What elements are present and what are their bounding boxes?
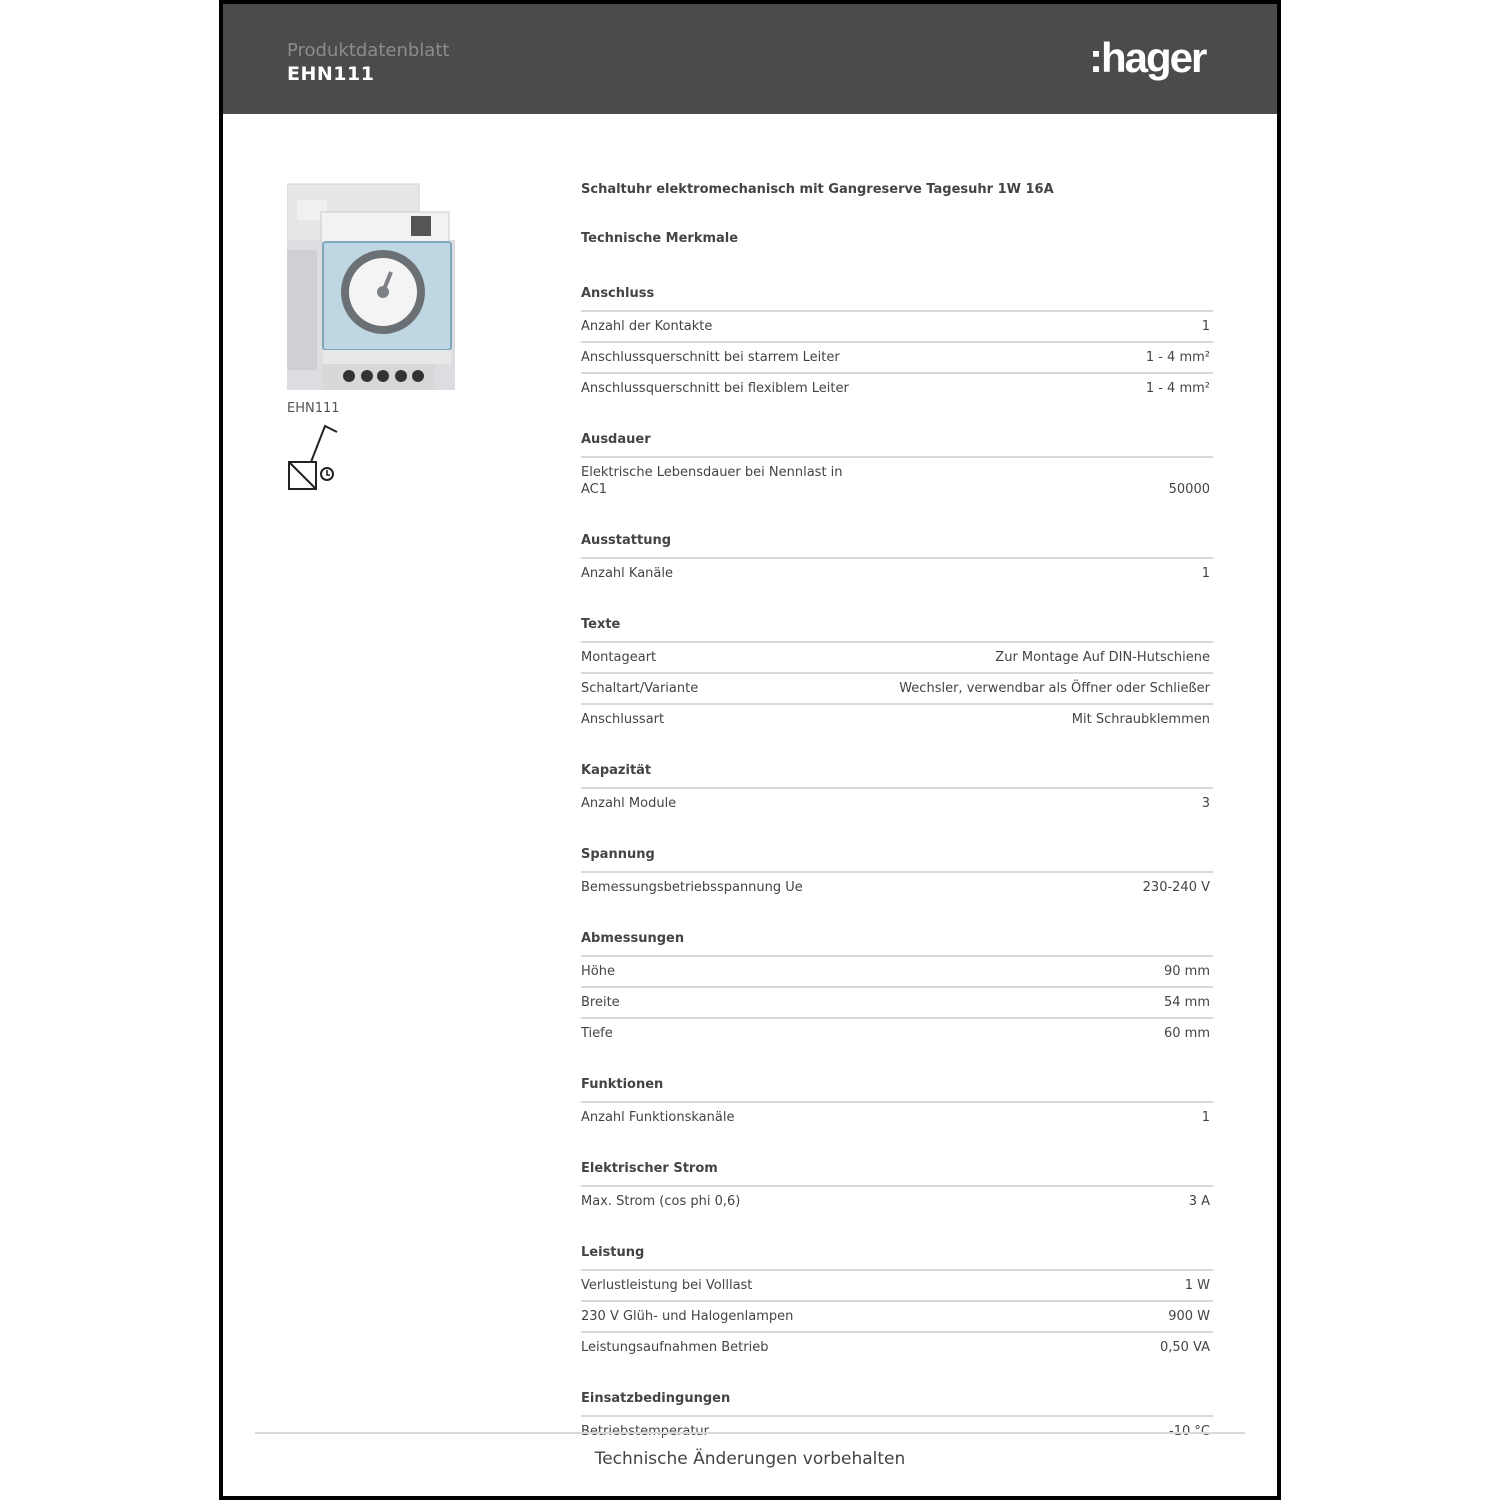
spec-row	[581, 458, 1213, 504]
section-spacer	[581, 734, 1213, 761]
spec-section	[581, 761, 1213, 818]
spec-row	[581, 789, 1213, 818]
spec-label: Höhe	[581, 964, 615, 979]
spec-label: Breite	[581, 995, 620, 1010]
spec-row	[581, 873, 1213, 902]
section-spacer	[581, 902, 1213, 929]
spec-value: Mit Schraubklemmen	[1071, 712, 1210, 727]
spec-row	[581, 988, 1213, 1019]
section-spacer	[581, 588, 1213, 615]
spec-label: Anschlussart	[581, 712, 665, 727]
spec-value: Zur Montage Auf DIN-Hutschiene	[995, 650, 1210, 665]
section-spacer	[581, 504, 1213, 531]
spec-row	[581, 1333, 1213, 1362]
spec-row	[581, 559, 1213, 588]
spec-value: 90 mm	[1163, 964, 1210, 979]
hager-logo: :hager	[1089, 34, 1206, 81]
spec-value: 1 - 4 mm²	[1145, 381, 1210, 396]
spec-row	[581, 1187, 1213, 1216]
spec-section	[581, 1159, 1213, 1216]
section-spacer	[581, 818, 1213, 845]
spec-row	[581, 1302, 1213, 1333]
spec-value: 900 W	[1168, 1309, 1210, 1324]
section-title: Elektrischer Strom	[581, 1159, 1213, 1187]
spec-section	[581, 531, 1213, 588]
spec-label: Max. Strom (cos phi 0,6)	[581, 1194, 741, 1209]
spec-row	[581, 1019, 1213, 1048]
section-spacer	[581, 1048, 1213, 1075]
spec-label: Leistungsaufnahmen Betrieb	[581, 1340, 769, 1355]
spec-section	[581, 929, 1213, 1048]
spec-section	[581, 430, 1213, 504]
spec-row	[581, 674, 1213, 705]
datasheet-page	[219, 0, 1281, 1500]
section-title: Ausdauer	[581, 430, 1213, 458]
section-title: Ausstattung	[581, 531, 1213, 559]
spec-label: Anzahl Funktionskanäle	[581, 1110, 735, 1125]
section-spacer	[581, 403, 1213, 430]
spec-label: Anschlussquerschnitt bei starrem Leiter	[581, 350, 840, 365]
spec-row	[581, 643, 1213, 674]
section-title: Spannung	[581, 845, 1213, 873]
spec-label: Montageart	[581, 650, 657, 665]
product-image	[287, 180, 455, 396]
spec-label: Elektrische Lebensdauer bei Nennlast in AC1	[581, 465, 843, 497]
spec-row	[581, 312, 1213, 343]
section-title: Funktionen	[581, 1075, 1213, 1103]
spec-value: 1	[1201, 566, 1210, 581]
spec-row	[581, 705, 1213, 734]
footer-divider	[255, 1432, 1245, 1434]
section-title: Abmessungen	[581, 929, 1213, 957]
section-title: Kapazität	[581, 761, 1213, 789]
spec-label: Anzahl der Kontakte	[581, 319, 713, 334]
spec-value: 1 - 4 mm²	[1145, 350, 1210, 365]
spec-row	[581, 343, 1213, 374]
section-title: Einsatzbedingungen	[581, 1389, 1213, 1417]
product-image-caption: EHN111	[287, 401, 340, 416]
spec-section	[581, 1389, 1213, 1446]
spec-value: 1 W	[1184, 1278, 1210, 1293]
spec-row	[581, 1271, 1213, 1302]
spec-row	[581, 957, 1213, 988]
footer-note: Technische Änderungen vorbehalten	[594, 1449, 906, 1469]
spec-section	[581, 845, 1213, 902]
section-spacer	[581, 1132, 1213, 1159]
spec-label: Anzahl Module	[581, 796, 677, 811]
spec-section	[581, 284, 1213, 403]
spec-content	[581, 180, 1213, 1446]
product-code-title: EHN111	[287, 63, 375, 85]
spec-row	[581, 374, 1213, 403]
tech-heading: Technische Merkmale	[581, 231, 739, 246]
spec-label: Verlustleistung bei Volllast	[581, 1278, 753, 1293]
section-title: Texte	[581, 615, 1213, 643]
spec-value: 54 mm	[1163, 995, 1210, 1010]
spec-label: Tiefe	[581, 1026, 613, 1041]
spec-label: Anschlussquerschnitt bei flexiblem Leiter	[581, 381, 849, 396]
spec-label: Bemessungsbetriebsspannung Ue	[581, 880, 803, 895]
spec-label: 230 V Glüh- und Halogenlampen	[581, 1309, 794, 1324]
spec-value: 3 A	[1188, 1194, 1210, 1209]
spec-label: Anzahl Kanäle	[581, 566, 673, 581]
spec-value: 0,50 VA	[1159, 1340, 1210, 1355]
spec-section	[581, 615, 1213, 734]
section-title: Anschluss	[581, 284, 1213, 312]
spec-value: 1	[1201, 319, 1210, 334]
spec-section	[581, 1075, 1213, 1132]
product-description: Schaltuhr elektromechanisch mit Gangreserve Tagesuhr 1W 16A	[581, 182, 1054, 197]
section-title: Leistung	[581, 1243, 1213, 1271]
spec-sections	[581, 284, 1213, 1446]
doc-type-label: Produktdatenblatt	[287, 40, 450, 61]
section-spacer	[581, 1362, 1213, 1389]
spec-value: Wechsler, verwendbar als Öffner oder Schließer	[899, 681, 1210, 696]
section-spacer	[581, 1216, 1213, 1243]
spec-value: 1	[1201, 1110, 1210, 1125]
header-bar	[223, 4, 1277, 114]
spec-value: 60 mm	[1163, 1026, 1210, 1041]
spec-row	[581, 1103, 1213, 1132]
timer-switch-symbol-icon	[285, 422, 345, 494]
spec-label: Schaltart/Variante	[581, 681, 699, 696]
spec-value: 3	[1201, 796, 1210, 811]
spec-section	[581, 1243, 1213, 1362]
spec-value: 50000	[1168, 482, 1210, 497]
spec-value: 230-240 V	[1142, 880, 1210, 895]
